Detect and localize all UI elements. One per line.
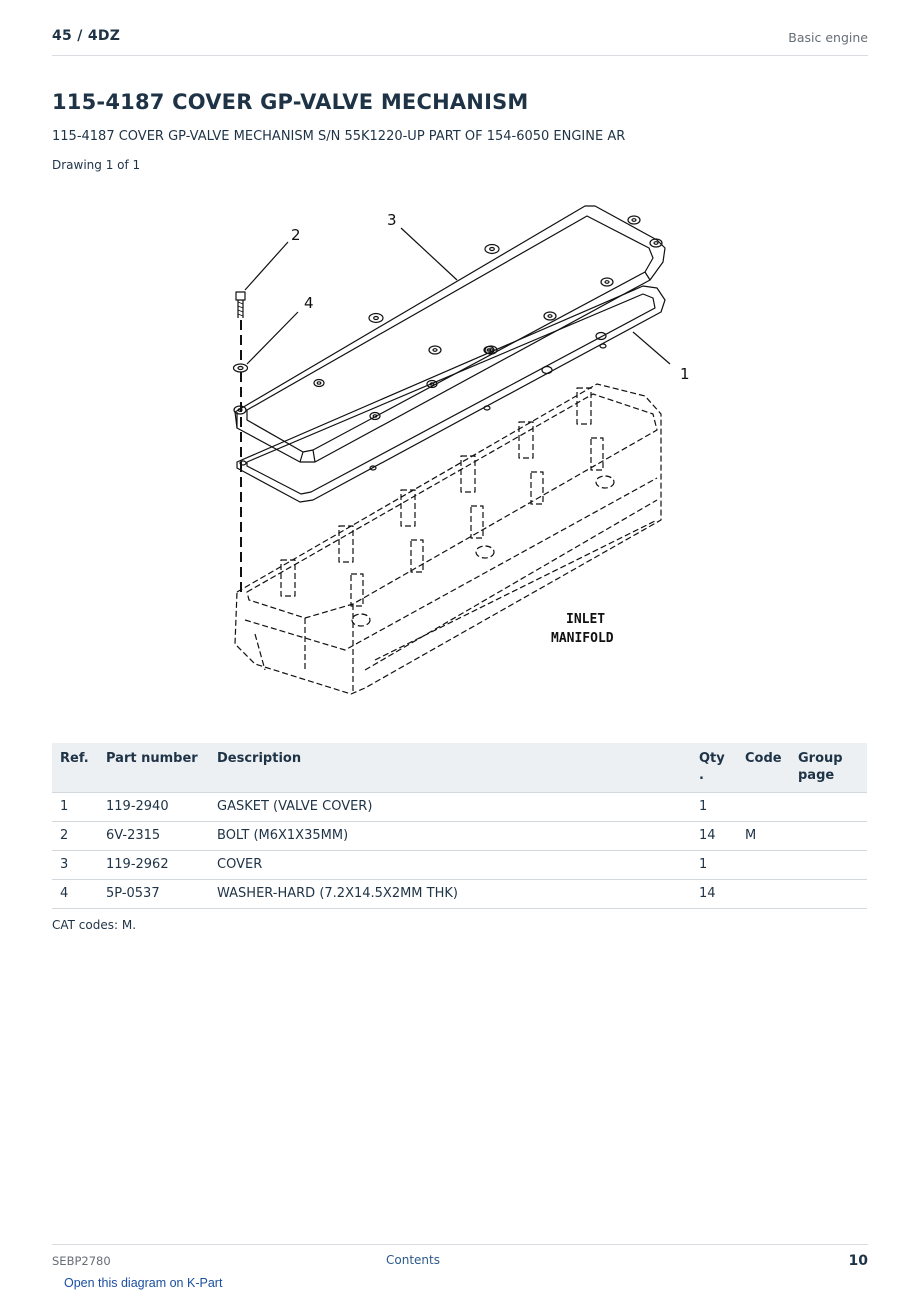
parts-table-header: [52, 743, 867, 793]
cell-group-page: [790, 822, 867, 851]
open-in-kpart-link[interactable]: Open this diagram on K-Part: [64, 1276, 223, 1290]
callout-2: 2: [291, 226, 301, 244]
contents-link[interactable]: Contents: [386, 1253, 440, 1267]
bolt-drawing: [236, 292, 245, 318]
page-footer: [52, 1244, 868, 1275]
cover-bosses: [234, 216, 662, 420]
cell-group-page: [790, 851, 867, 880]
table-row: [52, 851, 867, 880]
col-ref: Ref.: [52, 743, 98, 793]
cell-group-page: [790, 793, 867, 822]
section-breadcrumb: 45 / 4DZ: [52, 28, 121, 44]
table-row: [52, 822, 867, 851]
page-number: 10: [848, 1253, 868, 1269]
page-subtitle: 115-4187 COVER GP-VALVE MECHANISM S/N 55K1220-UP PART OF 154-6050 ENGINE AR: [52, 129, 626, 144]
table-row: [52, 880, 867, 909]
cell-code: M: [737, 822, 790, 851]
document-id: SEBP2780: [52, 1254, 111, 1268]
table-row: [52, 793, 867, 822]
col-group-page: Group page: [790, 743, 867, 793]
col-part-number: Part number: [98, 743, 209, 793]
parts-table: [52, 743, 867, 909]
cell-ref: 1: [52, 793, 98, 822]
cell-qty: 1: [691, 793, 737, 822]
cell-ref: 2: [52, 822, 98, 851]
col-description: Description: [209, 743, 691, 793]
cell-description: WASHER-HARD (7.2X14.5X2MM THK): [209, 880, 691, 909]
cell-qty: 14: [691, 880, 737, 909]
cell-qty: 1: [691, 851, 737, 880]
cell-code: [737, 793, 790, 822]
callout-4: 4: [304, 294, 314, 312]
callout-1: 1: [680, 365, 690, 383]
cell-ref: 3: [52, 851, 98, 880]
cell-qty: 14: [691, 822, 737, 851]
cylinder-head-drawing: [235, 384, 661, 694]
cat-codes-note: CAT codes: M.: [52, 918, 137, 932]
cell-part-number: 5P-0537: [98, 880, 209, 909]
valve-cover-drawing: [234, 206, 665, 462]
cell-description: BOLT (M6X1X35MM): [209, 822, 691, 851]
page-header: [52, 28, 868, 56]
callout-3-leader: [401, 228, 457, 280]
valve-guides: [281, 388, 603, 606]
callout-1-leader: [633, 332, 670, 364]
callout-4-leader: [247, 312, 298, 364]
inlet-label: INLET: [566, 612, 606, 627]
cell-code: [737, 851, 790, 880]
callout-3: 3: [387, 211, 397, 229]
cell-group-page: [790, 880, 867, 909]
drawing-count: Drawing 1 of 1: [52, 158, 141, 172]
cell-description: GASKET (VALVE COVER): [209, 793, 691, 822]
cell-code: [737, 880, 790, 909]
page-title: 115-4187 COVER GP-VALVE MECHANISM: [52, 90, 529, 114]
cell-ref: 4: [52, 880, 98, 909]
cell-part-number: 119-2962: [98, 851, 209, 880]
exploded-parts-diagram: [225, 200, 690, 705]
manifold-label: MANIFOLD: [551, 631, 614, 646]
cell-part-number: 6V-2315: [98, 822, 209, 851]
section-category: Basic engine: [788, 30, 868, 45]
callout-2-leader: [245, 242, 288, 290]
col-qty: Qty .: [691, 743, 737, 793]
washer-drawing: [234, 364, 248, 372]
col-code: Code: [737, 743, 790, 793]
cell-part-number: 119-2940: [98, 793, 209, 822]
cell-description: COVER: [209, 851, 691, 880]
